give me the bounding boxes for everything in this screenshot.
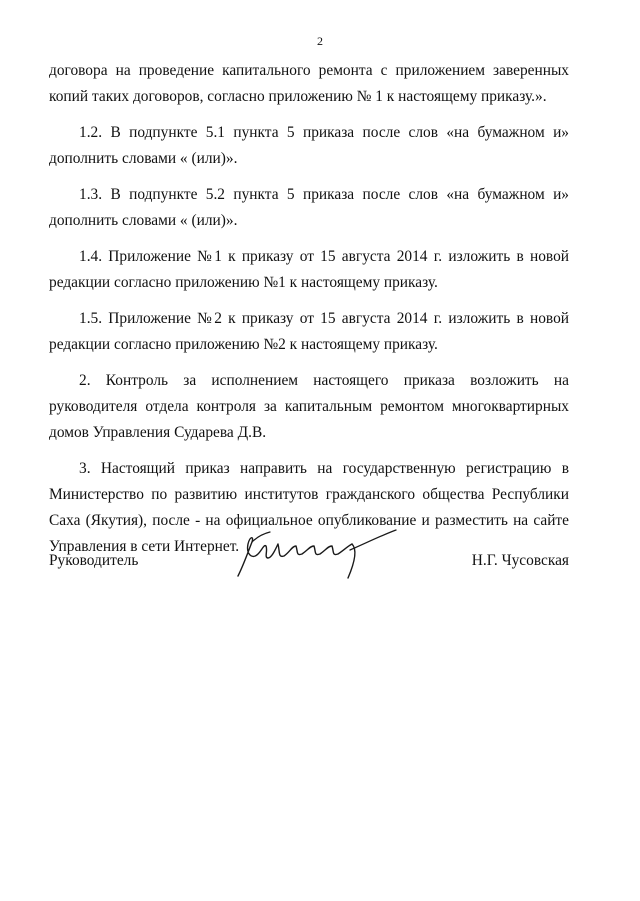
paragraph-1-4: 1.4. Приложение №1 к приказу от 15 августа 2014 г. изложить в новой редакции согласно приложению №1 к настоящему приказу.	[49, 248, 569, 291]
paragraph-1-2: 1.2. В подпункте 5.1 пункта 5 приказа после слов «на бумажном и» дополнить словами « (или)».	[49, 124, 569, 167]
paragraph-3: 3. Настоящий приказ направить на государственную регистрацию в Министерство по развитию институтов гражданского общества Республики Саха (Якутия), после - на официальное опубликование и разместить на сайте Управления в сети Интернет.	[49, 460, 569, 555]
paragraph-1-3: 1.3. В подпункте 5.2 пункта 5 приказа после слов «на бумажном и» дополнить словами « (или)».	[49, 186, 569, 229]
paragraph-1-5: 1.5. Приложение №2 к приказу от 15 августа 2014 г. изложить в новой редакции согласно приложению №2 к настоящему приказу.	[49, 310, 569, 353]
document-body	[49, 58, 569, 570]
signer-name: Н.Г. Чусовская	[471, 552, 569, 569]
signature-row	[49, 552, 569, 582]
page-number: 2	[317, 34, 323, 48]
paragraph-2: 2. Контроль за исполнением настоящего приказа возложить на руководителя отдела контроля за капитальным ремонтом многоквартирных домов Управления Сударева Д.В.	[49, 372, 569, 441]
position-title: Руководитель	[49, 552, 139, 569]
paragraph-continuation: договора на проведение капитального ремонта с приложением заверенных копий таких договоров, согласно приложению № 1 к настоящему приказу.».	[49, 62, 569, 105]
